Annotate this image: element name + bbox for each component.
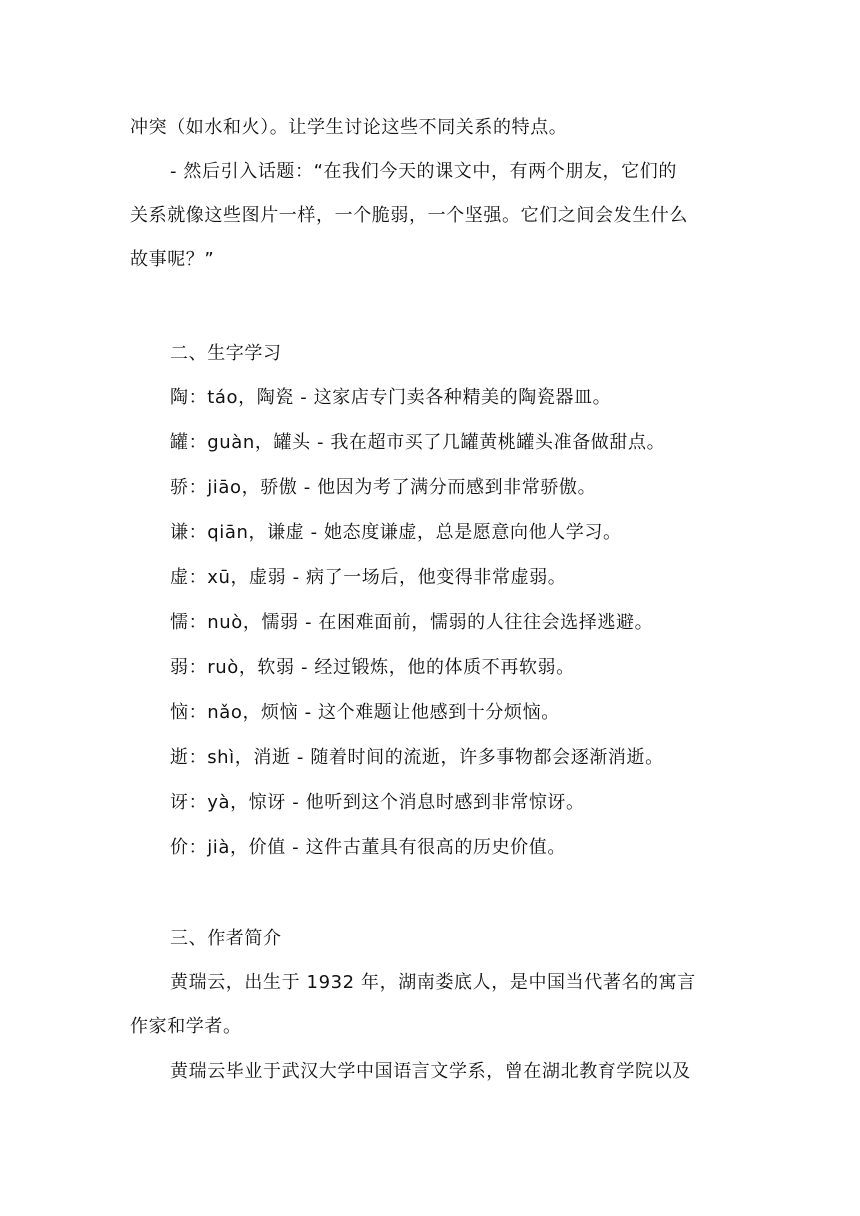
intro-line-2: - 然后引入话题：“在我们今天的课文中，有两个朋友，它们的 (170, 161, 677, 182)
vocab-item: 谦：qiān，谦虚 - 她态度谦虚，总是愿意向他人学习。 (170, 522, 622, 543)
intro-line-4: 故事呢？” (130, 249, 215, 270)
author-paragraph-1-line-1: 黄瑞云，出生于 1932 年，湖南娄底人，是中国当代著名的寓言 (170, 972, 696, 993)
vocab-item: 罐：guàn，罐头 - 我在超市买了几罐黄桃罐头准备做甜点。 (170, 432, 666, 453)
section-heading-author: 三、作者简介 (170, 928, 282, 949)
vocab-item: 弱：ruò，软弱 - 经过锻炼，他的体质不再软弱。 (170, 657, 575, 678)
author-paragraph-1-line-2: 作家和学者。 (130, 1016, 242, 1037)
vocab-item: 逝：shì，消逝 - 随着时间的流逝，许多事物都会逐渐消逝。 (170, 747, 664, 768)
vocab-item: 陶：táo，陶瓷 - 这家店专门卖各种精美的陶瓷器皿。 (170, 387, 612, 408)
vocab-item: 价：jià，价值 - 这件古董具有很高的历史价值。 (170, 837, 566, 858)
vocab-item: 恼：nǎo，烦恼 - 这个难题让他感到十分烦恼。 (170, 702, 560, 723)
section-heading-vocabulary: 二、生字学习 (170, 343, 282, 364)
vocab-item: 讶：yà，惊讶 - 他听到这个消息时感到非常惊讶。 (170, 792, 585, 813)
vocab-item: 虚：xū，虚弱 - 病了一场后，他变得非常虚弱。 (170, 567, 567, 588)
vocab-item: 骄：jiāo，骄傲 - 他因为考了满分而感到非常骄傲。 (170, 477, 597, 498)
intro-line-1: 冲突（如水和火）。让学生讨论这些不同关系的特点。 (130, 117, 568, 138)
vocab-item: 懦：nuò，懦弱 - 在困难面前，懦弱的人往往会选择逃避。 (170, 612, 654, 633)
intro-line-3: 关系就像这些图片一样，一个脆弱，一个坚强。它们之间会发生什么 (130, 205, 688, 226)
author-paragraph-2-line-1: 黄瑞云毕业于武汉大学中国语言文学系，曾在湖北教育学院以及 (170, 1061, 691, 1082)
